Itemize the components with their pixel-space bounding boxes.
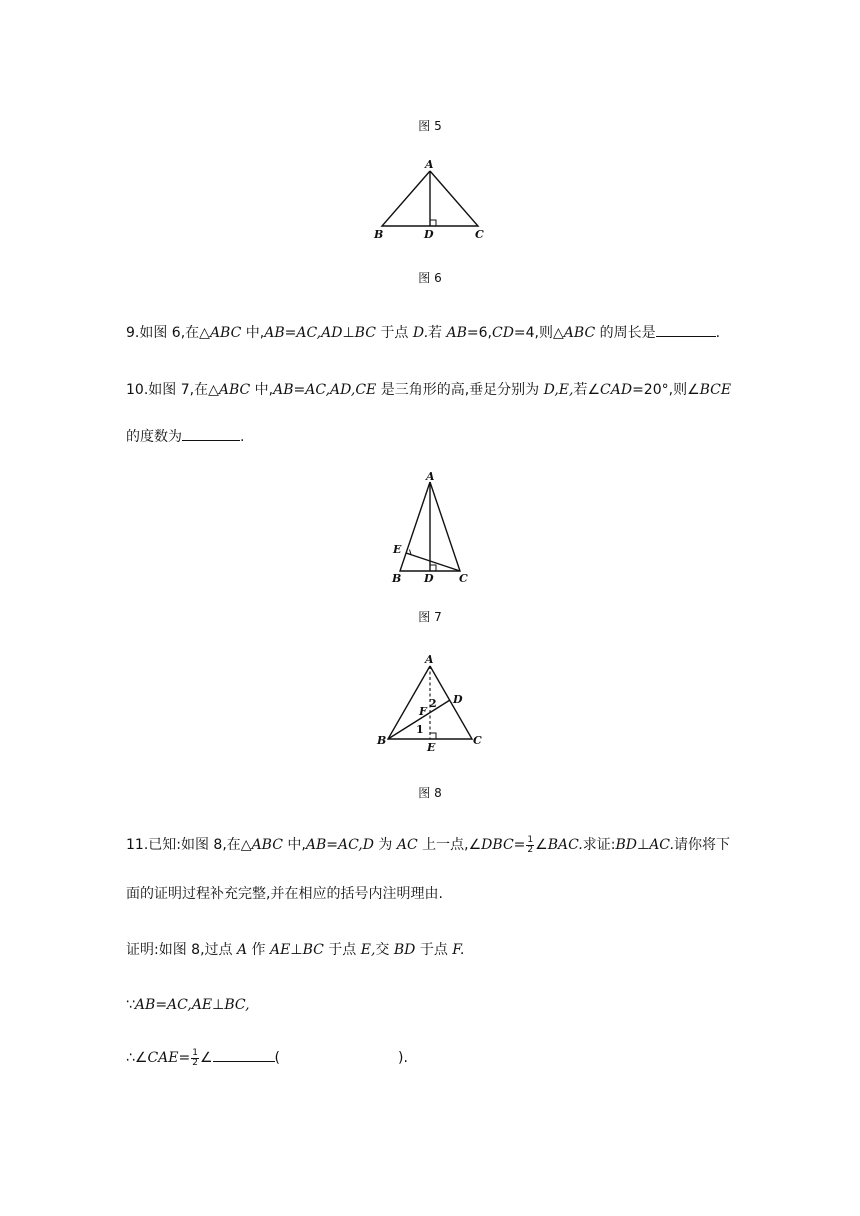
- figure-8-caption: 图 8: [418, 786, 442, 800]
- figure-7-diagram: [380, 468, 480, 588]
- figure-7-caption: 图 7: [418, 610, 442, 624]
- question-11-line-1: 11.已知:如图 8,在△ABC 中,AB=AC,D 为 AC 上一点,∠DBC= $\frac{1}{2}$ ∠BAC.求证:BD⊥AC.请你将下: [126, 834, 730, 855]
- fig8-label-2: 2: [429, 697, 437, 710]
- fig6-label-d: D: [424, 228, 434, 241]
- fig6-label-b: B: [374, 228, 384, 241]
- question-9: 9.如图 6,在△ABC 中,AB=AC,AD⊥BC 于点 D.若 AB=6,CD=4,则△ABC 的周长是 .: [126, 322, 720, 343]
- fig8-label-c: C: [473, 734, 482, 747]
- fig7-label-c: C: [459, 572, 468, 585]
- answer-blank-10[interactable]: [182, 426, 240, 441]
- figure-6-caption: 图 6: [418, 271, 442, 285]
- fraction-one-half-2: $\frac{1}{2}$: [192, 1047, 198, 1068]
- proof-line-2: ∵AB=AC,AE⊥BC,: [126, 997, 250, 1013]
- answer-blank-angle[interactable]: [213, 1047, 275, 1062]
- fig8-label-e: E: [427, 741, 436, 754]
- fig7-label-e: E: [393, 543, 402, 556]
- fig8-label-1: 1: [416, 723, 424, 736]
- answer-blank-9[interactable]: [656, 322, 716, 337]
- fig7-label-a: A: [426, 470, 435, 483]
- fig8-label-b: B: [377, 734, 387, 747]
- fig6-label-a: A: [425, 158, 434, 171]
- figure-6-diagram: [360, 155, 500, 245]
- figure-5-caption: 图 5: [418, 119, 442, 133]
- fig6-label-c: C: [475, 228, 484, 241]
- question-10-line-1: 10.如图 7,在△ABC 中,AB=AC,AD,CE 是三角形的高,垂足分别为 D,E,若∠CAD=20°,则∠BCE: [126, 382, 732, 398]
- question-11-line-2: 面的证明过程补充完整,并在相应的括号内注明理由.: [126, 886, 443, 902]
- fraction-one-half: $\frac{1}{2}$: [527, 834, 534, 855]
- proof-line-1: 证明:如图 8,过点 A 作 AE⊥BC 于点 E,交 BD 于点 F.: [126, 942, 465, 958]
- fig8-label-a: A: [425, 653, 434, 666]
- proof-line-3: ∴∠CAE= $\frac{1}{2}$ ∠ ( ).: [126, 1047, 408, 1068]
- figure-8-diagram: [370, 648, 490, 756]
- fig7-label-d: D: [424, 572, 434, 585]
- question-10-line-2: 的度数为 .: [126, 426, 244, 447]
- fig8-label-f: F: [419, 705, 427, 718]
- fig7-label-b: B: [392, 572, 402, 585]
- fig8-label-d: D: [453, 693, 463, 706]
